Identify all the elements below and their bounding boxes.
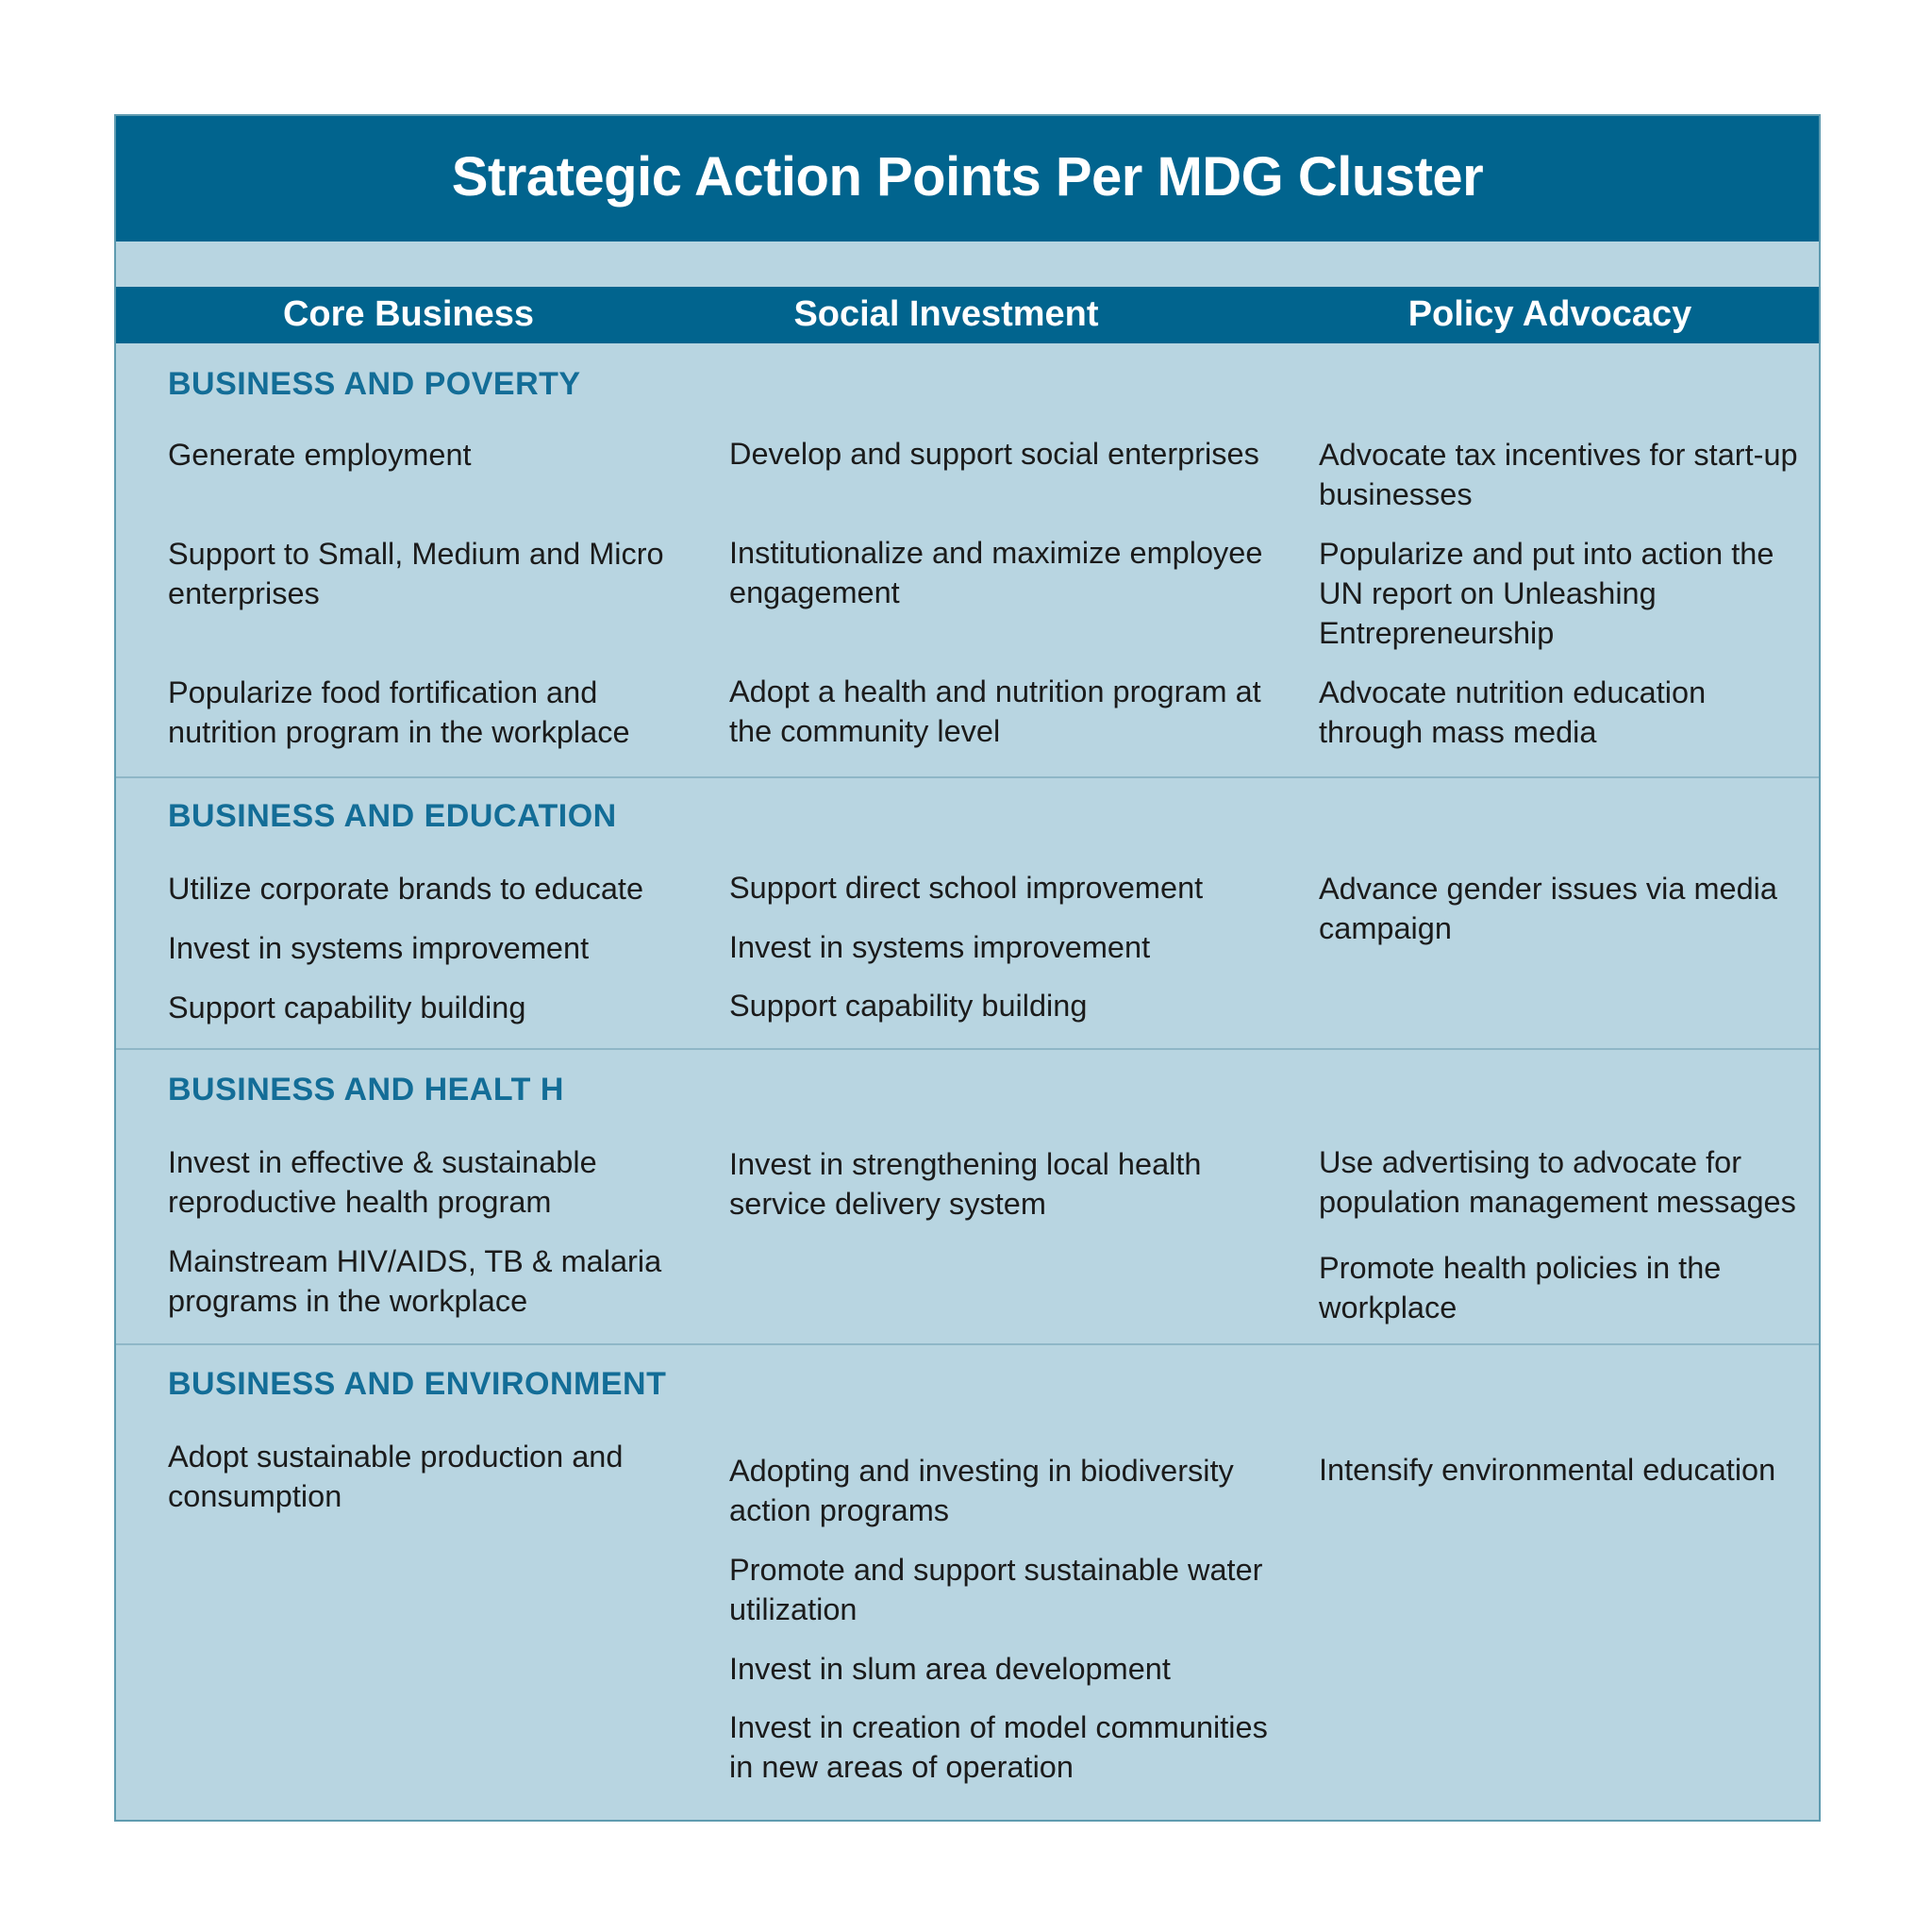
policy-item: Use advertising to advocate for population management messages bbox=[1319, 1145, 1796, 1219]
policy-item: Advocate tax incentives for start-up businesses bbox=[1319, 438, 1798, 511]
policy-item: Advance gender issues via media campaign bbox=[1319, 872, 1777, 945]
social-item: Support capability building bbox=[729, 989, 1088, 1023]
core-item: Popularize food fortification and nutrition program in the workplace bbox=[168, 675, 630, 749]
social-item: Develop and support social enterprises bbox=[729, 437, 1259, 471]
column-header-social-investment: Social Investment bbox=[793, 294, 1099, 334]
social-item: Invest in creation of model communities in new areas of operation bbox=[729, 1710, 1268, 1784]
social-item: Institutionalize and maximize employee engagement bbox=[729, 536, 1263, 609]
section-title-poverty: BUSINESS AND POVERTY bbox=[168, 366, 581, 402]
core-item: Invest in systems improvement bbox=[168, 931, 590, 965]
policy-item: Advocate nutrition education through mass media bbox=[1319, 675, 1707, 749]
table-title: Strategic Action Points Per MDG Cluster bbox=[451, 146, 1484, 208]
section-divider bbox=[116, 1048, 1819, 1050]
social-item: Promote and support sustainable water utilization bbox=[729, 1553, 1263, 1626]
social-item: Support direct school improvement bbox=[729, 871, 1204, 905]
column-header-row bbox=[116, 287, 1819, 343]
section-divider bbox=[116, 776, 1819, 778]
column-header-policy-advocacy: Policy Advocacy bbox=[1407, 294, 1692, 334]
policy-item: Intensify environmental education bbox=[1319, 1453, 1776, 1487]
core-item: Support capability building bbox=[168, 991, 526, 1024]
core-item: Mainstream HIV/AIDS, TB & malaria programs in the workplace bbox=[168, 1244, 662, 1318]
section-title-education: BUSINESS AND EDUCATION bbox=[168, 798, 617, 834]
social-item: Adopting and investing in biodiversity action programs bbox=[729, 1454, 1234, 1527]
social-item: Invest in slum area development bbox=[729, 1652, 1171, 1686]
social-item: Adopt a health and nutrition program at the community level bbox=[729, 675, 1261, 748]
section-divider bbox=[116, 1343, 1819, 1345]
section-title-health: BUSINESS AND HEALT H bbox=[168, 1072, 564, 1108]
title-bar bbox=[116, 116, 1819, 242]
policy-item: Popularize and put into action the UN report on Unleashing Entrepreneurship bbox=[1319, 537, 1774, 650]
core-item: Utilize corporate brands to educate bbox=[168, 872, 644, 906]
section-title-environment: BUSINESS AND ENVIRONMENT bbox=[168, 1366, 667, 1402]
social-item: Invest in systems improvement bbox=[729, 930, 1151, 964]
core-item: Generate employment bbox=[168, 438, 472, 472]
core-item: Invest in effective & sustainable reproductive health program bbox=[168, 1145, 597, 1219]
column-header-core-business: Core Business bbox=[282, 294, 535, 334]
strategy-table bbox=[114, 114, 1821, 1822]
core-item: Adopt sustainable production and consumption bbox=[168, 1440, 624, 1513]
policy-item: Promote health policies in the workplace bbox=[1319, 1251, 1722, 1324]
core-item: Support to Small, Medium and Micro enterprises bbox=[168, 537, 664, 610]
social-item: Invest in strengthening local health service delivery system bbox=[729, 1147, 1202, 1221]
